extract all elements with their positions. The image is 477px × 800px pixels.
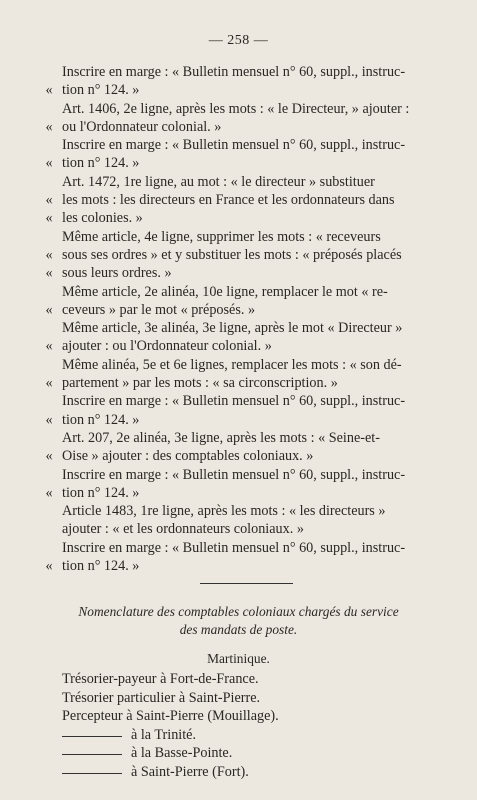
line-text: Même article, 3e alinéa, 3e ligne, après le mot « Directeur » [62,320,403,337]
text-line [0,356,477,374]
text-line [0,228,477,246]
line-text: Même article, 4e ligne, supprimer les mots : « receveurs [62,228,381,245]
text-line [0,539,477,557]
page-number: — 258 — [208,33,269,48]
text-line [0,319,477,337]
text-line [0,63,477,81]
text-line [0,466,477,484]
margin-quote-mark: « [45,411,53,428]
errata-text [0,63,477,575]
text-line [0,283,477,301]
line-text: Art. 1406, 2e ligne, après les mots : « le Directeur, » ajouter : [62,100,410,117]
line-text: Inscrire en marge : « Bulletin mensuel n° 60, suppl., instruc- [62,393,406,410]
margin-quote-mark: « [45,118,53,135]
text-line [0,557,477,575]
text-line [0,173,477,191]
list-item-text: à Saint-Pierre (Fort). [131,763,249,780]
text-line [0,209,477,227]
list-item-text: Trésorier particulier à Saint-Pierre. [62,689,261,706]
line-text: sous ses ordres » et y substituer les mots : « préposés placés [62,246,402,263]
text-line [0,374,477,392]
line-text: Même alinéa, 5e et 6e lignes, remplacer les mots : « son dé- [62,356,402,373]
line-text: les colonies. » [62,210,143,227]
line-text: Art. 1472, 1re ligne, au mot : « le directeur » substituer [62,173,375,190]
margin-quote-mark: « [45,246,53,263]
text-line [0,337,477,355]
subheading-martinique: Martinique. [207,651,270,666]
list-item [0,763,477,782]
margin-quote-mark: « [45,448,53,465]
line-text: Inscrire en marge : « Bulletin mensuel n° 60, suppl., instruc- [62,137,406,154]
line-text: tion n° 124. » [62,484,140,501]
list-item [0,670,477,689]
text-line [0,81,477,99]
list-item-text: à la Trinité. [131,726,197,743]
line-text: Article 1483, 1re ligne, après les mots : « les directeurs » [62,503,386,520]
line-text: Oise » ajouter : des comptables coloniaux. » [62,448,314,465]
text-line [0,100,477,118]
margin-quote-mark: « [45,210,53,227]
text-line [0,246,477,264]
text-line [0,447,477,465]
line-text: tion n° 124. » [62,411,140,428]
line-text: ajouter : « et les ordonnateurs coloniaux. » [62,521,304,538]
list-item-text: Percepteur à Saint-Pierre (Mouillage). [62,708,279,725]
line-text: ajouter : ou l'Ordonnateur colonial. » [62,338,272,355]
section-heading-line-2: des mandats de poste. [179,622,298,637]
margin-quote-mark: « [45,375,53,392]
line-text: Même article, 2e alinéa, 10e ligne, remplacer le mot « re- [62,283,388,300]
margin-quote-mark: « [45,558,53,575]
text-line [0,136,477,154]
text-line [0,502,477,520]
line-text: Art. 207, 2e alinéa, 3e ligne, après les mots : « Seine-et- [62,429,380,446]
section-heading-line-1: Nomenclature des comptables coloniaux chargés du service [78,604,399,619]
margin-quote-mark: « [45,338,53,355]
ditto-dash [62,736,122,737]
list-item [0,707,477,726]
text-line [0,301,477,319]
text-line [0,154,477,172]
margin-quote-mark: « [45,484,53,501]
list-item [0,689,477,708]
accountants-list [0,670,477,782]
text-line [0,191,477,209]
margin-quote-mark: « [45,265,53,282]
line-text: Inscrire en marge : « Bulletin mensuel n° 60, suppl., instruc- [62,64,406,80]
line-text: sous leurs ordres. » [62,265,172,282]
line-text: tion n° 124. » [62,558,140,575]
line-text: tion n° 124. » [62,82,140,99]
ditto-dash [62,754,122,755]
list-item [0,726,477,745]
line-text: ceveurs » par le mot « préposés. » [62,301,256,318]
margin-quote-mark: « [45,155,53,172]
text-line [0,411,477,429]
line-text: Inscrire en marge : « Bulletin mensuel n° 60, suppl., instruc- [62,539,406,556]
list-item-text: Trésorier-payeur à Fort-de-France. [62,671,259,687]
margin-quote-mark: « [45,192,53,209]
line-text: Inscrire en marge : « Bulletin mensuel n° 60, suppl., instruc- [62,466,406,483]
list-item [0,744,477,763]
margin-quote-mark: « [45,301,53,318]
text-line [0,392,477,410]
line-text: ou l'Ordonnateur colonial. » [62,118,222,135]
list-item-text: à la Basse-Pointe. [131,745,233,762]
line-text: les mots : les directeurs en France et les ordonnateurs dans [62,192,395,209]
line-text: partement » par les mots : « sa circonscription. » [62,375,338,392]
section-divider [200,583,293,584]
text-line [0,264,477,282]
line-text: tion n° 124. » [62,155,140,172]
text-line [0,429,477,447]
text-line [0,118,477,136]
margin-quote-mark: « [45,82,53,99]
text-line [0,520,477,538]
text-line [0,484,477,502]
ditto-dash [62,773,122,774]
